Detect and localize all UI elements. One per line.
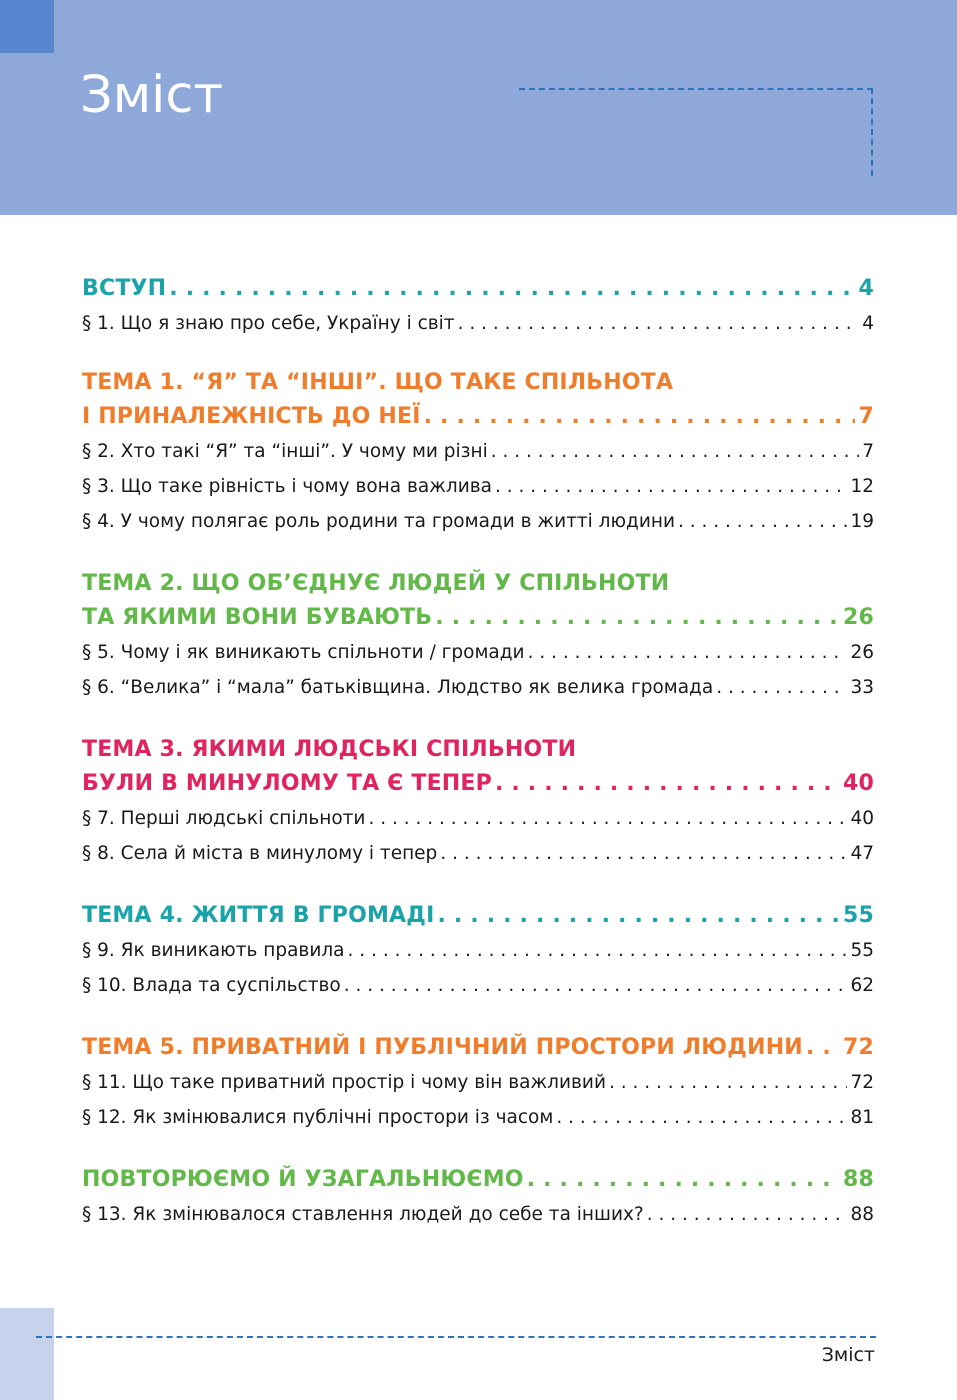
toc-item[interactable] [82, 434, 874, 469]
toc-item-label: § 4. У чому полягає роль родини та громади в житті людини [82, 511, 675, 532]
toc-heading-title: БУЛИ В МИНУЛОМУ ТА Є ТЕПЕР [82, 771, 492, 796]
toc-heading-title: ПОВТОРЮЄМО Й УЗАГАЛЬНЮЄМО [82, 1167, 524, 1192]
toc-dot-leader [348, 933, 848, 968]
toc-item[interactable] [82, 635, 874, 670]
footer-section-label: Зміст [821, 1344, 875, 1366]
toc-section-review [82, 1163, 874, 1232]
toc-heading-page: 72 [842, 1035, 874, 1060]
toc-heading-page: 26 [842, 605, 874, 630]
toc-dot-leader [609, 1065, 847, 1100]
toc-item-label: § 8. Села й міста в минулому і тепер [82, 843, 438, 864]
toc-dot-leader [806, 1031, 840, 1065]
toc-dot-leader [368, 801, 847, 836]
toc-item-page: 62 [850, 975, 874, 996]
toc-heading-topic-1[interactable] [82, 400, 874, 434]
toc-dot-leader [491, 434, 859, 469]
toc-item-label: § 12. Як змінювалися публічні простори із часом [82, 1107, 554, 1128]
toc-dot-leader [344, 968, 848, 1003]
toc-item[interactable] [82, 670, 874, 705]
toc-item[interactable] [82, 801, 874, 836]
toc-item-page: 33 [850, 677, 874, 698]
toc-dot-leader [678, 504, 847, 539]
toc-dot-leader [458, 306, 860, 341]
toc-item-label: § 7. Перші людські спільноти [82, 808, 366, 829]
toc-item-page: 12 [850, 476, 874, 497]
toc-heading-title: ТА ЯКИМИ ВОНИ БУВАЮТЬ [82, 605, 433, 630]
toc-item[interactable] [82, 1197, 874, 1232]
toc-heading-topic-4[interactable] [82, 899, 874, 933]
toc-item-label: § 1. Що я знаю про себе, Україну і світ [82, 313, 455, 334]
toc-item[interactable] [82, 1100, 874, 1135]
toc-item-page: 7 [862, 441, 874, 462]
toc-item-page: 47 [850, 843, 874, 864]
toc-section-topic-1 [82, 366, 874, 539]
toc-dot-leader [169, 272, 855, 306]
toc-item-page: 81 [850, 1107, 874, 1128]
toc-dot-leader [647, 1197, 848, 1232]
toc-heading-topic-1-line-1[interactable]: ТЕМА 1. “Я” ТА “ІНШІ”. ЩО ТАКЕ СПІЛЬНОТА [82, 370, 674, 395]
toc-item-page: 40 [850, 808, 874, 829]
toc-heading-title: ТЕМА 4. ЖИТТЯ В ГРОМАДІ [82, 903, 435, 928]
toc-item[interactable] [82, 1065, 874, 1100]
toc-section-topic-4 [82, 899, 874, 1003]
footer-dashed-line [36, 1336, 876, 1338]
toc-heading-page: 7 [858, 404, 874, 429]
corner-block-top [0, 0, 54, 53]
toc-item-label: § 10. Влада та суспільство [82, 975, 341, 996]
toc-dot-leader [440, 836, 847, 871]
toc-dot-leader [528, 635, 848, 670]
toc-item[interactable] [82, 933, 874, 968]
toc-item-page: 26 [850, 642, 874, 663]
toc-dot-leader [424, 400, 856, 434]
toc-dot-leader [495, 767, 840, 801]
toc-dot-leader [716, 670, 847, 705]
toc-item-page: 88 [850, 1204, 874, 1225]
toc-heading-topic-2[interactable] [82, 601, 874, 635]
toc-heading-page: 55 [842, 903, 874, 928]
toc-item[interactable] [82, 836, 874, 871]
toc-heading-topic-2-line-1[interactable]: ТЕМА 2. ЩО ОБ’ЄДНУЄ ЛЮДЕЙ У СПІЛЬНОТИ [82, 571, 670, 596]
toc-item-label: § 13. Як змінювалося ставлення людей до себе та інших? [82, 1204, 644, 1225]
toc-item[interactable] [82, 504, 874, 539]
toc-item-label: § 2. Хто такі “Я” та “інші”. У чому ми різні [82, 441, 488, 462]
page-title: Зміст [80, 66, 224, 125]
toc-item-label: § 11. Що таке приватний простір і чому він важливий [82, 1072, 606, 1093]
toc-heading-title: І ПРИНАЛЕЖНІСТЬ ДО НЕЇ [82, 404, 421, 429]
toc-item[interactable] [82, 968, 874, 1003]
toc-heading-page: 40 [842, 771, 874, 796]
toc-item-page: 19 [850, 511, 874, 532]
toc-heading-review[interactable] [82, 1163, 874, 1197]
toc-heading-topic-5[interactable] [82, 1031, 874, 1065]
toc-heading-title: ТЕМА 5. ПРИВАТНИЙ І ПУБЛІЧНИЙ ПРОСТОРИ ЛЮДИНИ [82, 1035, 803, 1060]
header-dashed-frame [519, 88, 873, 176]
toc-item-label: § 5. Чому і як виникають спільноти / громади [82, 642, 525, 663]
toc-heading-topic-3-line-1[interactable]: ТЕМА 3. ЯКИМИ ЛЮДСЬКІ СПІЛЬНОТИ [82, 737, 577, 762]
toc-section-intro [82, 272, 874, 341]
toc-dot-leader [495, 469, 847, 504]
toc-item[interactable] [82, 469, 874, 504]
toc-heading-topic-3[interactable] [82, 767, 874, 801]
toc-dot-leader [437, 899, 840, 933]
toc-dot-leader [527, 1163, 840, 1197]
toc-item[interactable] [82, 306, 874, 341]
toc-section-topic-3 [82, 733, 874, 871]
toc-item-page: 55 [850, 940, 874, 961]
toc-dot-leader [556, 1100, 847, 1135]
toc-item-label: § 6. “Велика” і “мала” батьківщина. Людство як велика громада [82, 677, 714, 698]
toc-section-topic-2 [82, 567, 874, 705]
toc-heading-page: 4 [858, 276, 874, 301]
toc-heading-title: ВСТУП [82, 276, 167, 301]
toc-heading-intro[interactable] [82, 272, 874, 306]
toc-item-label: § 3. Що таке рівність і чому вона важлива [82, 476, 492, 497]
corner-block-bottom [0, 1308, 54, 1400]
toc-item-label: § 9. Як виникають правила [82, 940, 345, 961]
toc-section-topic-5 [82, 1031, 874, 1135]
toc-dot-leader [435, 601, 840, 635]
toc-item-page: 72 [850, 1072, 874, 1093]
toc-heading-page: 88 [842, 1167, 874, 1192]
table-of-contents [82, 272, 874, 1232]
toc-item-page: 4 [862, 313, 874, 334]
